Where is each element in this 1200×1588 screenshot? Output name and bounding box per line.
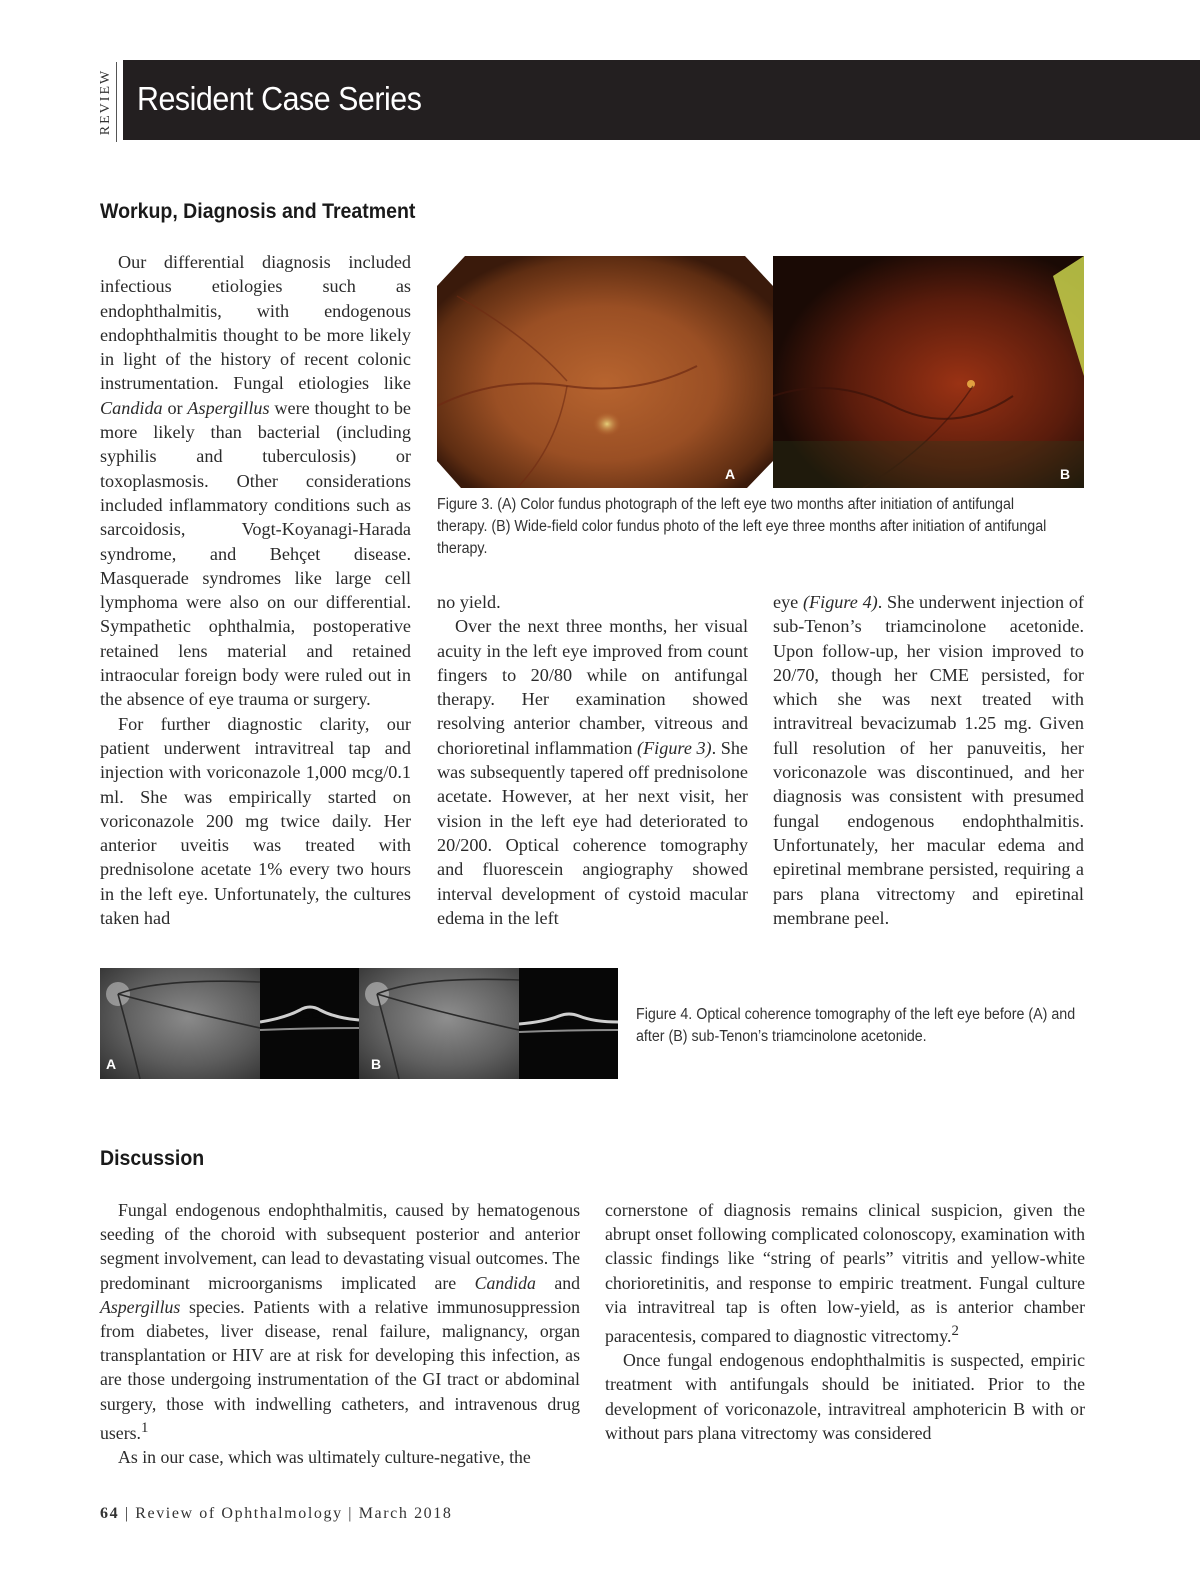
oct-fundus-a (100, 968, 260, 1079)
figure4-label-b: B (371, 1056, 382, 1072)
oct-scan-a-graphic (260, 968, 359, 1079)
figure3-caption: Figure 3. (A) Color fundus photograph of the left eye two months after initiation of antifungal therapy. (B) Wide-field color fundus photo of the left eye three months after initiation of antifungal therapy. (437, 496, 1047, 557)
journal-name: Review of Ophthalmology (135, 1505, 343, 1522)
footer-separator-2: | (348, 1505, 354, 1522)
oct-scan-b (519, 968, 618, 1079)
issue-date: March 2018 (358, 1505, 453, 1522)
section-side-tag (96, 62, 117, 142)
figure3-fundus-photo-b (773, 256, 1084, 488)
workup-heading: Workup, Diagnosis and Treatment (100, 200, 416, 223)
discussion-right-column: cornerstone of diagnosis remains clinical suspicion, given the abrupt onset following complicated colonoscopy, examination with classic findings like “string of pearls” vitritis and yellow-white chorioretinitis, and response to empiric treatment. Fungal culture via intravitreal tap is often low-yield, as is anterior chamber paracentesis, compared to diagnostic vitrectomy.$^2$ Once fungal endogenous endophthalmitis is suspected, empiric treatment with antifungals should be initiated. Prior to the development of voriconazole, intravitreal amphotericin B with or without pars plana vitrectomy was considered (605, 1200, 1085, 1443)
page-number: 64 (100, 1505, 120, 1522)
workup-left-column: Our differential diagnosis included infectious etiologies such as endophthalmitis, with endogenous endophthalmitis thought to be more likely in light of the history of recent colonic instrumentation. Fungal etiologies like Candida or Aspergillus were thought to be more likely than bacterial (including syphilis and tuberculosis) or toxoplasmosis. Other considerations included inflammatory conditions such as sarcoidosis, Vogt-Koyanagi-Harada syndrome, and Behçet disease. Masquerade syndromes like large cell lymphoma were also on our differential. Sympathetic ophthalmia, postoperative retained lens material and retained intraocular foreign body were ruled out in the absence of eye trauma or surgery. For further diagnostic clarity, our patient underwent intravitreal tap and injection with voriconazole 1,000 mcg/0.1 ml. She was empirically started on voriconazole 200 mg twice daily. Her anterior uveitis was treated with prednisolone acetate 1% every two hours in the left eye. Unfortunately, the cultures taken had (100, 252, 411, 929)
oct-fundus-b-vessels (359, 968, 519, 1079)
figure4-caption: Figure 4. Optical coherence tomography of the left eye before (A) and after (B) sub-Tenon’s triamcinolone acetonide. (636, 1006, 1076, 1045)
oct-scan-a (260, 968, 359, 1079)
fundus-b-graphic (773, 256, 1084, 488)
side-tag-text: REVIEW (98, 68, 113, 136)
oct-fundus-b (359, 968, 519, 1079)
footer-separator-1: | (124, 1505, 130, 1522)
fundus-a-graphic (437, 256, 773, 488)
workup-middle-column: no yield. Over the next three months, her visual acuity in the left eye improved from count fingers to 20/80 while on antifungal therapy. Her examination showed resolving anterior chamber, vitreous and chorioretinal inflammation (Figure 3). She was subsequently tapered off prednisolone acetate. However, at her next visit, her vision in the left eye had deteriorated to 20/200. Optical coherence tomography and fluorescein angiography showed interval development of cystoid macular edema in the left (437, 592, 748, 928)
oct-fundus-a-vessels (100, 968, 260, 1079)
oct-scan-b-graphic (519, 968, 618, 1079)
banner-title: Resident Case Series (137, 80, 422, 117)
discussion-left-column: Fungal endogenous endophthalmitis, caused by hematogenous seeding of the choroid with subsequent posterior and anterior segment involvement, can lead to devastating visual outcomes. The predominant microorganisms implicated are Candida and Aspergillus species. Patients with a relative immunosuppression from diabetes, liver disease, renal failure, malignancy, organ transplantation or HIV are at risk for developing this infection, as are those undergoing instrumentation of the GI tract or abdominal surgery, those with indwelling catheters, and intravenous drug users.$^1$ As in our case, which was ultimately culture-negative, the (100, 1200, 581, 1467)
page-footer (100, 1505, 452, 1523)
workup-right-column: eye (Figure 4). She underwent injection of sub-Tenon’s triamcinolone acetonide. Upon follow-up, her vision improved to 20/70, though her CME persisted, for which she was next treated with intravitreal bevacizumab 1.25 mg. Given full resolution of her panuveitis, her voriconazole was discontinued, and her diagnosis was consistent with presumed fungal endogenous endophthalmitis. Unfortunately, her macular edema and epiretinal membrane persisted, requiring a pars plana vitrectomy and epiretinal membrane peel. (773, 592, 1084, 928)
figure4-oct-image (100, 968, 618, 1079)
figure3-label-b: B (1060, 466, 1071, 482)
figure4-label-a: A (106, 1056, 117, 1072)
page-banner (123, 60, 1200, 140)
figure3-label-a: A (725, 466, 736, 482)
figure3-fundus-photo-a (437, 256, 773, 488)
discussion-heading: Discussion (100, 1147, 205, 1170)
